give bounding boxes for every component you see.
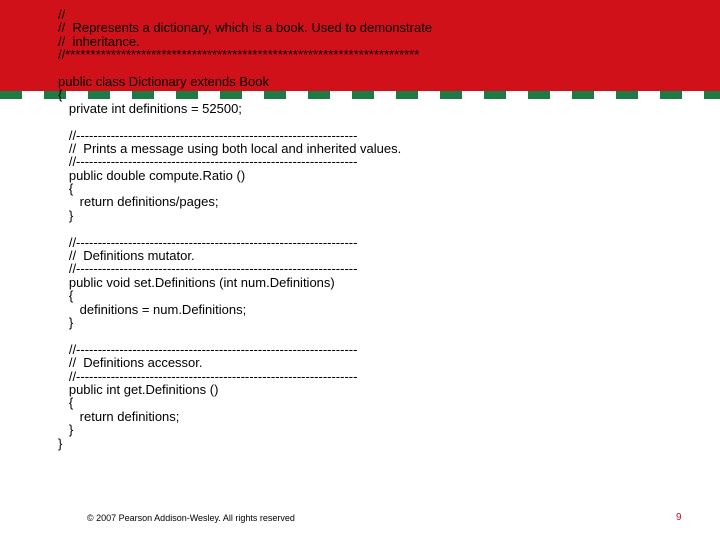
code-line: // (58, 7, 66, 22)
code-line: } (58, 435, 63, 451)
code-line: public double compute.Ratio () (58, 167, 246, 183)
code-line: //----------------------------------------------------------------- (58, 127, 358, 143)
code-line: // Definitions accessor. (58, 355, 203, 371)
code-line: //********************************************************************** (58, 47, 420, 63)
code-line: public void set.Definitions (int num.Definitions) (58, 274, 335, 290)
code-line: // Definitions mutator. (58, 248, 195, 264)
code-line: //----------------------------------------------------------------- (58, 341, 358, 357)
code-block (58, 8, 708, 450)
page-number: 9 (676, 512, 682, 523)
code-line: public class Dictionary extends Book (58, 73, 269, 89)
code-line: // Prints a message using both local and inherited values. (58, 140, 402, 156)
code-line: } (58, 207, 74, 223)
code-line: } (58, 314, 74, 330)
code-line (58, 115, 708, 128)
code-line (58, 62, 708, 75)
code-line: //----------------------------------------------------------------- (58, 234, 358, 250)
code-line: { (58, 181, 74, 197)
code-line (58, 222, 708, 235)
code-line: } (58, 422, 74, 438)
code-line (58, 329, 708, 342)
code-line: definitions = num.Definitions; (58, 301, 247, 317)
code-line: public int get.Definitions () (58, 381, 219, 397)
code-line: //----------------------------------------------------------------- (58, 154, 358, 170)
code-line: //----------------------------------------------------------------- (58, 368, 358, 384)
code-line: return definitions; (58, 408, 180, 424)
code-line: return definitions/pages; (58, 194, 219, 210)
code-line: // inheritance. (58, 33, 140, 49)
code-line: { (58, 288, 74, 304)
code-line: private int definitions = 52500; (58, 100, 242, 116)
code-line: { (58, 395, 74, 411)
code-line: { (58, 87, 63, 103)
footer-copyright: © 2007 Pearson Addison-Wesley. All rights reserved (87, 513, 295, 523)
code-line: // Represents a dictionary, which is a book. Used to demonstrate (58, 20, 433, 36)
code-line: //----------------------------------------------------------------- (58, 261, 358, 277)
